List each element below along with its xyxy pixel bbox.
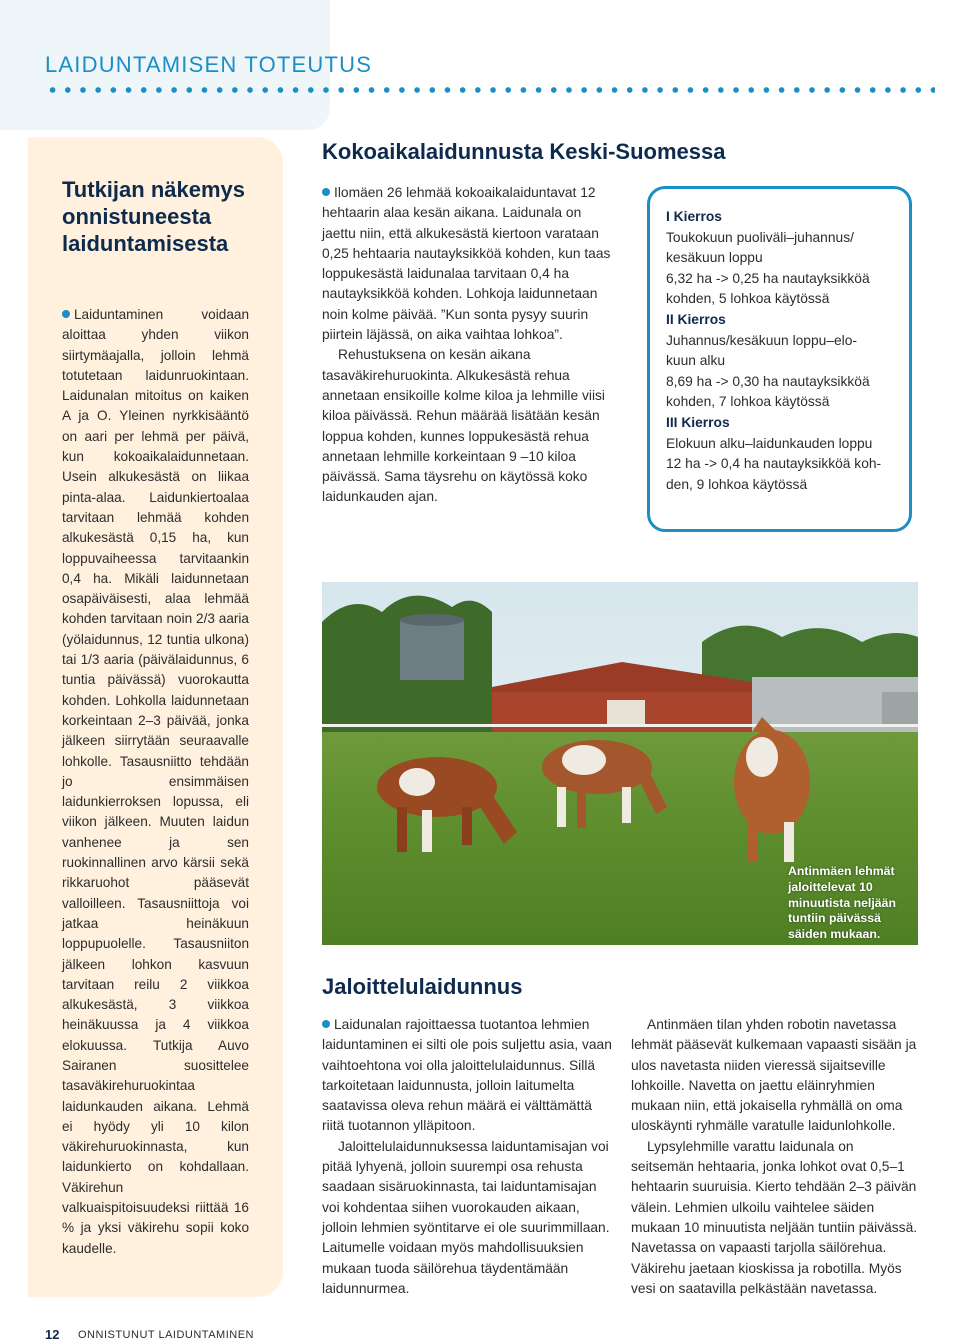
sidebar-body [62,305,249,1259]
article-column [322,183,614,508]
round-2-line: kuun alku [666,353,726,369]
round-2-line: kohden, 7 lohkoa käytössä [666,394,830,410]
round-3-heading: III Kierros [666,414,730,430]
section-paragraph-4: Lypsylehmille varattu laidunala on seitsemän hehtaaria, jonka lohkot ovat 0,5–1 hehtaarin suuruisia. Kierto tehdään 2–3 päivän välein. Lehmien ulkoilu vaihtelee säiden mukaan 10 minuutista neljään tuntiin päivässä. Navetassa on vapaasti tarjolla säilörehua. Väkirehu jaetaan kioskissa ja robotilla. Myös vesi on saatavilla pelkästään navetassa. [631,1138,918,1296]
round-1-line: kohden, 5 lohkoa käytössä [666,291,830,307]
round-2-line: Juhannus/kesäkuun loppu–elo- [666,332,858,348]
article-paragraph-1: Ilomäen 26 lehmää kokoaikalaiduntavat 12 hehtaarin alaa kesän aikana. Laidunala on jaettu niin, että alkukesästä kiertoon varataan 0,25 hehtaaria nautayksikköä kohden, kun taas loppukesästä laidunalaa tarvitaan 0,4 ha nautayksikköä kohden. Lohkoja laidunnetaan noin kolme päivää. ”Kun sonta pysyy suurin piirtein läjässä, on aika vaihtaa lohkoa”. [322,185,611,343]
bullet-icon [62,310,70,318]
bullet-icon [322,1020,330,1028]
photo-caption: Antinmäen lehmät jaloittelevat 10 minuutista neljään tuntiin päivässä säiden mukaan. [788,864,896,942]
sidebar-text: Laiduntaminen voidaan aloittaa yhden viikon siirtymäajalla, jolloin lehmä totutetaan laidunruokintaan. Laidunalan mitoitus on kaiken A ja O. Yleinen nyrkkisääntö on aari per lehmä per päivä, kun kokoaikalaidunnetaan. Usein alkukesästä on liikaa pinta-alaa. Laidunkiertoalaa tarvitaan lehmää kohden alkukesästä 0,15 ha, kun loppuvaiheessa tarvitaankin 0,4 ha. Mikäli laidunnetaan osapäiväisesti, alaa lehmää kohden tarvitaan noin 2/3 aaria (yölaidunnus, 12 tuntia ulkona) tai 1/3 aaria (päivälaidunnus, 6 tuntia päivässä) vuorokautta kohden. Lohkolla laidunnetaan korkeintaan 2–3 päivää, jonka jälkeen siirrytään seuraavalle lohkolle. Tasausniitto tehdään jo ensimmäisen laidunkierroksen lopussa, eli viikon jälkeen. Muuten laidun vanhenee ja sen ruokinnallinen arvo kärsii sekä rikkaruohot pääsevät valloilleen. Tasausniittoja voi jatkaa heinäkuun loppupuolelle. Tasausniiton jälkeen lohkon kasvuun tarvitaan reilu 2 viikkoa alkukesästä, 3 viikkoa heinäkuussa ja 4 viikkoa elokuussa. Tutkija Auvo Sairanen suosittelee tasaväkirehuruokintaa laidunkauden aikana. Lehmä ei hyödy yli 10 kilon väkirehuruokinnasta, kun laidunkierto on kohdallaan. Väkirehun valkuaispitoisuudeksi riittää 16 % ja yksi väkirehu sopii koko kaudelle. [62,307,249,1256]
article-title: Kokoaikalaidunnusta Keski-Suomessa [322,139,726,164]
round-3-line: 12 ha -> 0,4 ha nautayksikköä koh- [666,456,882,472]
page-number: 12 [45,1327,60,1342]
article-paragraph-2: Rehustuksena on kesän aikana tasaväkirehuruokinta. Alkukesästä rehua annetaan ensikoille kolme kiloa ja lehmille viisi kiloa päivässä. Rehun määrää lisätään kesän loppua kohden, kunnes loppukesästä rehua annetaan lehmille korkeintaan 9 –10 kiloa päivässä. Sama täysrehu on käytössä koko laidunkauden ajan. [322,347,605,505]
round-1-line: kesäkuun loppu [666,250,763,266]
round-1-heading: I Kierros [666,209,722,224]
section-paragraph-2: Jaloittelulaidunnuksessa laiduntamisajan voi pitää lyhyenä, jolloin suurempi osa rehusta saadaan sisäruokinnasta, tai laiduntamisajan voi kohdentaa siihen vuorokauden aikaan, jolloin lehmien syöntitarve ei ole suurimmillaan. Laitumelle voidaan myös mahdollisuuksien mukaan tuoda säilörehua täydentämään laidunnurmea. [322,1138,610,1296]
round-3-line: Elokuun alku–laidunkauden loppu [666,435,873,451]
rotation-info-box [647,186,912,532]
round-2-heading: II Kierros [666,311,726,327]
publication-name: ONNISTUNUT LAIDUNTAMINEN [78,1329,254,1341]
section-paragraph-1: Laidunalan rajoittaessa tuotantoa lehmien laiduntaminen ei silti ole pois suljettu asia, vaan vaihtoehtona voi olla jaloittelulaidunnus. Sillä tarkoitetaan laidunnusta, jolloin laitumelta saatavissa oleva rehun määrä ei välttämättä riitä tuotannon ylläpitoon. [322,1017,612,1134]
round-1-line: 6,32 ha -> 0,25 ha nautayksikköä [666,270,870,286]
section-paragraph-3: Antinmäen tilan yhden robotin navetassa lehmät pääsevät kulkemaan vapaasti sisään ja ulos navetasta niiden vieressä sijaitseville lohkoille. Navetta on jaettu eläinryhmien mukaan niin, että jokaisella ryhmällä on oma uloskäynti ryhmälle varatulle laidunlohkolle. [631,1017,917,1134]
article-paragraph [322,183,614,345]
section-title-jaloittelu: Jaloittelulaidunnus [322,974,523,999]
section-column-left [322,1015,613,1299]
round-2-line: 8,69 ha -> 0,30 ha nautayksikköä [666,373,870,389]
section-column-right [631,1015,920,1299]
round-3-line: den, 9 lohkoa käytössä [666,476,808,492]
section-header: LAIDUNTAMISEN TOTEUTUS [45,52,373,77]
round-1-line: Toukokuun puoliväli–juhannus/ [666,229,854,245]
sidebar-title: Tutkijan näkemys onnistuneesta laiduntamisesta [62,177,245,256]
dotted-divider [45,86,935,94]
bullet-icon [322,188,330,196]
section-paragraph [322,1015,613,1137]
